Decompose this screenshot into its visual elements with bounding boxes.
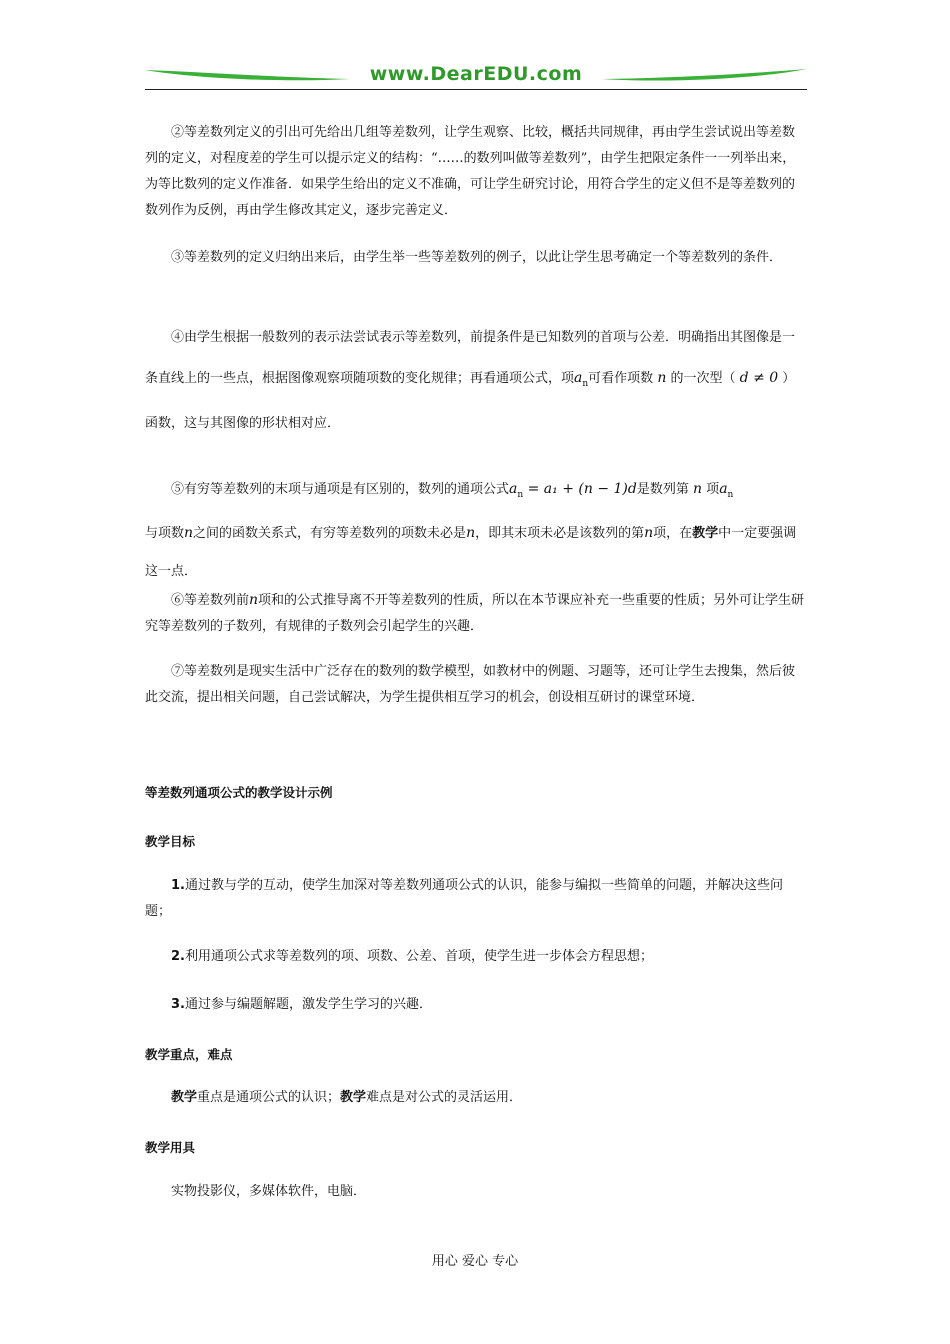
p4-text-2: 可看作项数: [588, 371, 654, 386]
site-logo-text: www.DearEDU.com: [369, 63, 583, 85]
paragraph-4: [145, 318, 807, 444]
p5-text-1: ⑤有穷等差数列的末项与通项是有区别的，数列的通项公式: [171, 482, 510, 497]
p5-text-3: 项: [706, 482, 720, 497]
math-a-n: $a_n$: [719, 481, 734, 500]
keypoints-heading: 教学重点，难点: [145, 1047, 233, 1062]
tools-text: 实物投影仪，多媒体软件，电脑．: [171, 1184, 367, 1199]
page-footer: 用心 爱心 专心: [431, 1254, 519, 1269]
p5-bold-teaching: 教学: [692, 525, 719, 541]
goal-item-3: 3.通过参与编题解题，激发学生学习的兴趣．: [171, 997, 432, 1012]
p5-text-6: ，即其末项未必是该数列的第: [475, 525, 645, 541]
math-general-term-formula: $a_n = a_1 + (n - 1)d$: [509, 481, 637, 500]
section-title: 等差数列通项公式的教学设计示例: [145, 785, 333, 800]
goals-heading: 教学目标: [145, 834, 196, 849]
math-n: n: [693, 481, 703, 497]
p4-text-1: ④由学生根据一般数列的表示法尝试表示等差数列，前提条件是已知数列的首项与公差．明确指出其图像是一条直线上的一些点，根据图像观察项随项数的变化规律；再看通项公式，项: [145, 330, 796, 386]
p4-text-4: ）函数，这与其图像的形状相对应．: [145, 371, 796, 431]
goal-item-1: 1.通过教与学的互动，使学生加深对等差数列通项公式的认识，能参与编拟一些简单的问题，并解决这些问题；: [145, 878, 783, 919]
paragraph-3: ③等差数列的定义归纳出来后，由学生举一些等差数列的例子，以此让学生思考确定一个等差数列的条件．: [171, 250, 783, 265]
p6-text-2: 项和的公式推导离不开等差数列的性质，所以在本节课应补充一些重要的性质；另外可让学生研究等差数列的子数列，有规律的子数列会引起学生的兴趣．: [145, 593, 805, 634]
math-n: n: [184, 524, 194, 541]
paragraph-6: [145, 587, 807, 640]
p5-text-7: 项，在: [653, 525, 693, 541]
math-n: n: [466, 524, 476, 541]
keypoints-text: 教学重点是通项公式的认识；教学难点是对公式的灵活运用．: [171, 1090, 523, 1105]
paragraph-5: [145, 470, 807, 591]
tools-heading: 教学用具: [145, 1140, 196, 1155]
p5-text-4: 与项数: [145, 525, 185, 541]
math-n: n: [249, 592, 259, 608]
header-divider: [145, 89, 807, 90]
math-n: n: [644, 524, 654, 541]
math-n: n: [657, 370, 667, 386]
paragraph-2: ②等差数列定义的引出可先给出几组等差数列，让学生观察、比较，概括共同规律，再由学生尝试说出等差数列的定义，对程度差的学生可以提示定义的结构：“……的数列叫做等差数列”，由学生把限定条件一一列举出来，为等比数列的定义作准备．如果学生给出的定义不准确，可让学生研究讨论，用符合学生的定义但不是等差数列的数列作为反例，再由学生修改其定义，逐步完善定义．: [145, 125, 796, 218]
math-a-n: $a_n$: [574, 370, 589, 389]
p5-text-8: 中一定要强调这一点．: [145, 525, 797, 579]
site-header-banner: [145, 62, 807, 92]
p5-text-5: 之间的函数关系式，有穷等差数列的项数未必是: [193, 525, 467, 541]
p6-text-1: ⑥等差数列前: [171, 593, 250, 608]
p4-text-3: 的一次型（: [670, 371, 736, 386]
goal-item-2: 2.利用通项公式求等差数列的项、项数、公差、首项，使学生进一步体会方程思想；: [171, 949, 653, 964]
math-d-neq-0: d ≠ 0: [739, 370, 779, 386]
paragraph-7: ⑦等差数列是现实生活中广泛存在的数列的数学模型，如教材中的例题、习题等，还可让学生去搜集，然后彼此交流，提出相关问题，自己尝试解决，为学生提供相互学习的机会，创设相互研讨的课堂环境．: [145, 664, 796, 705]
p5-text-2: 是数列第: [636, 482, 689, 497]
